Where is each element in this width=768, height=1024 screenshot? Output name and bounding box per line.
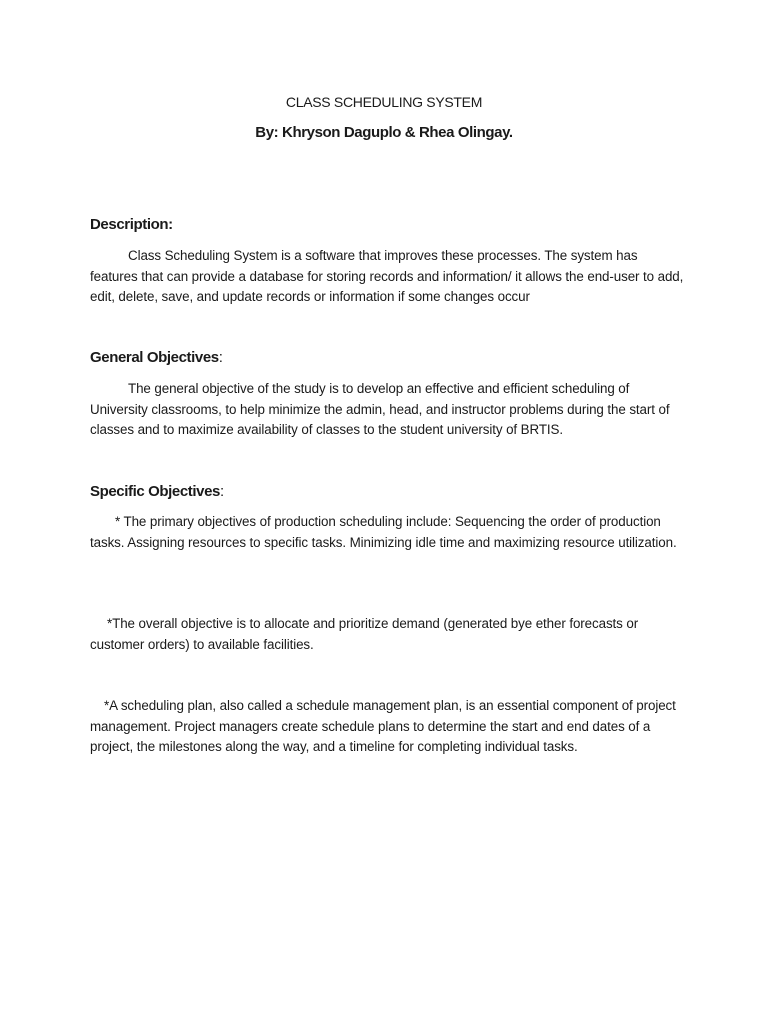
general-objectives-paragraph	[90, 379, 686, 441]
document-title: CLASS SCHEDULING SYSTEM	[285, 94, 483, 110]
specific-objective-item	[90, 696, 686, 758]
general-objectives-heading-colon: :	[218, 349, 223, 366]
specific-objectives-heading-text: Specific Objectives	[90, 483, 220, 500]
description-heading-text: Description:	[90, 216, 173, 233]
specific-objective-item	[90, 512, 686, 553]
specific-objectives-heading-colon: :	[219, 483, 224, 500]
description-paragraph	[90, 246, 686, 308]
description-text: Class Scheduling System is a software that improves these processes. The system has features that can provide a database for storing records and information/ it allows the end-user to add, edit, delete, save, and update records or information if some changes occur	[90, 248, 684, 304]
general-objectives-text: The general objective of the study is to develop an effective and efficient scheduling of University classrooms, to help minimize the admin, head, and instructor problems during the start of classes and to maximize availability of classes to the student university of BRTIS.	[90, 381, 670, 437]
specific-objectives-heading	[90, 483, 224, 501]
description-heading	[90, 216, 173, 234]
specific-objective-text: * The primary objectives of production scheduling include: Sequencing the order of production tasks. Assigning resources to specific tasks. Minimizing idle time and maximizing resource utilization.	[90, 514, 677, 550]
general-objectives-heading	[90, 349, 222, 367]
general-objectives-heading-text: General Objectives	[90, 349, 219, 366]
specific-objective-text: *The overall objective is to allocate and prioritize demand (generated bye ether forecasts or customer orders) to available facilities.	[90, 616, 639, 652]
specific-objective-item	[90, 614, 686, 655]
specific-objective-text: *A scheduling plan, also called a schedule management plan, is an essential component of project management. Project managers create schedule plans to determine the start and end dates of a project, the milestones along the way, and a timeline for completing individual tasks.	[90, 698, 676, 754]
document-authors: By: Khryson Daguplo & Rhea Olingay.	[255, 124, 513, 141]
